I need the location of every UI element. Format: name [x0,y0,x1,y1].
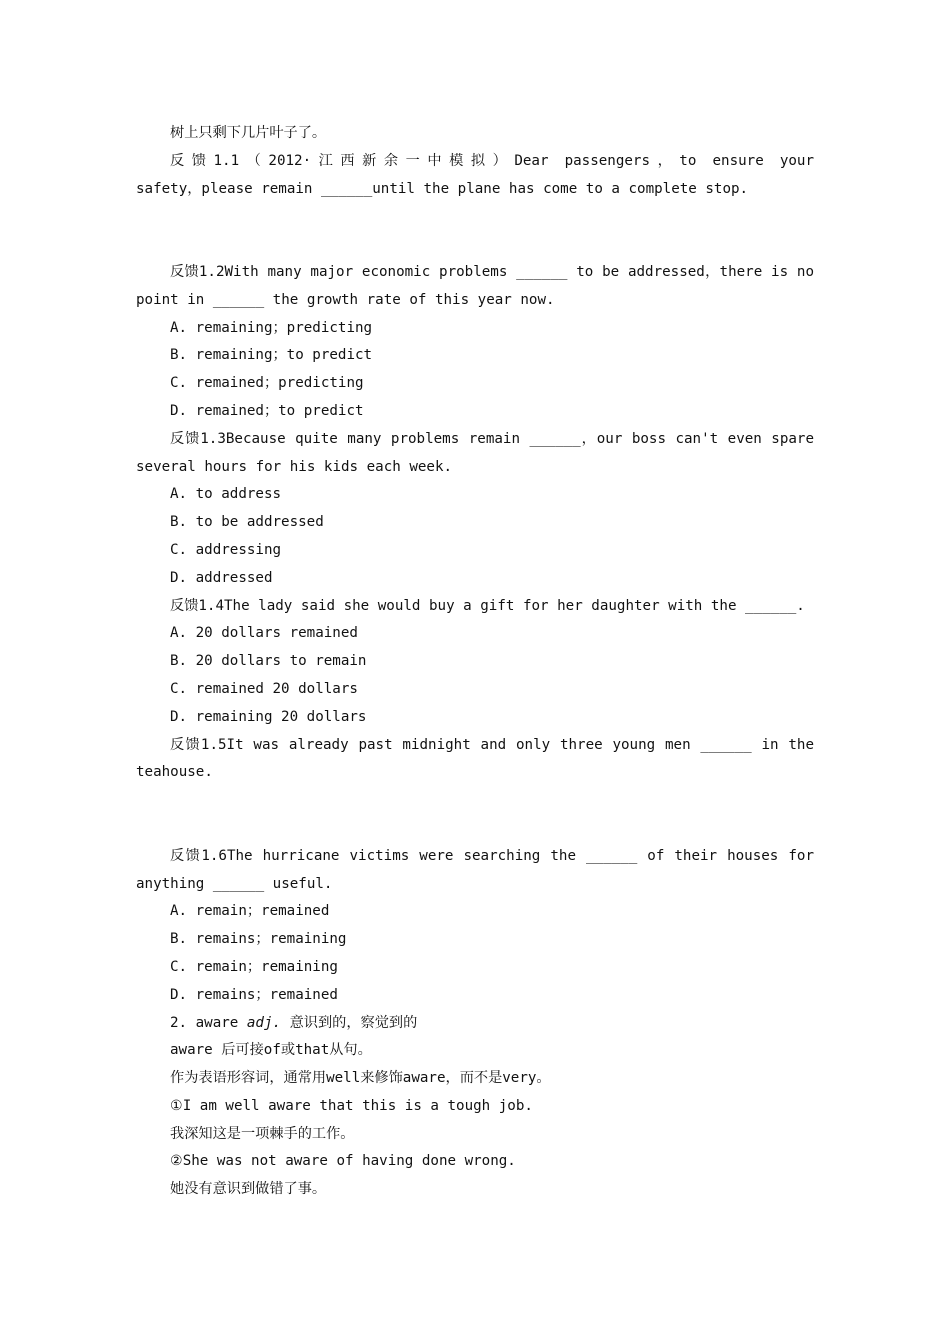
option-d: D. remaining 20 dollars [170,708,367,725]
option-a: A. to address [170,486,282,503]
example-2-chinese: 她没有意识到做错了事。 [170,1181,327,1198]
option-b: B. remains；remaining [170,931,347,948]
option-d: D. remained；to predict [170,402,364,419]
question-1-6-stem-line2: anything ______ useful. [136,875,333,892]
usage-note-1: aware 后可接of或that从句。 [170,1042,372,1059]
option-d: D. addressed [170,569,273,586]
option-c: C. addressing [170,541,282,558]
option-a: A. remain；remained [170,903,330,920]
option-c: C. remained 20 dollars [170,680,358,697]
question-1-1-options-row2 [136,231,814,259]
question-1-5-stem-line2: teahouse. [136,764,213,781]
question-1-5-stem-line1: 反馈1.5It was already past midnight and only three young men ______ in the [170,736,814,753]
option-b: B. 20 dollars to remain [170,653,367,670]
option-d: D. remains；remained [170,986,338,1003]
usage-note-2: 作为表语形容词，通常用well来修饰aware，而不是very。 [170,1070,551,1087]
option-b: B. to be addressed [170,514,324,531]
intro-line: 树上只剩下几片叶子了。 [170,125,327,141]
question-1-1-stem-line2: safety，please remain ______until the plane has come to a complete stop. [136,180,749,197]
heading-meaning: 意识到的，察觉到的 [281,1014,418,1031]
option-b: B. remaining；to predict [170,347,373,364]
option-c: C. remain；remaining [170,958,338,975]
heading-word: 2. aware [170,1014,247,1031]
option-c: C. remained；predicting [170,375,364,392]
option-a: A. 20 dollars remained [170,625,358,642]
question-1-6-stem-line1: 反馈1.6The hurricane victims were searching the ______ of their houses for [170,847,814,864]
question-1-1-options-row1 [136,203,814,231]
question-1-5-options-row2 [136,815,814,843]
question-1-3-stem-line1: 反馈1.3Because quite many problems remain ______，our boss can't even spare [170,430,814,447]
question-1-1-stem-line1: 反馈1.1（2012·江西新余一中模拟）Dear passengers，to ensure your [170,152,814,169]
page-content [136,120,814,1204]
option-a: A. remaining；predicting [170,319,373,336]
question-1-5-options-row1 [136,787,814,815]
section-2-heading [136,1010,814,1038]
question-1-4-stem-line1: 反馈1.4The lady said she would buy a gift for her daughter with the ______. [170,597,805,614]
part-of-speech: adj. [246,1014,282,1031]
example-2-english: ②She was not aware of having done wrong. [170,1153,516,1170]
question-1-2-stem-line1: 反馈1.2With many major economic problems ______ to be addressed，there is no [170,263,814,280]
question-1-3-stem-line2: several hours for his kids each week. [136,458,453,475]
example-1-chinese: 我深知这是一项棘手的工作。 [170,1125,355,1142]
question-1-2-stem-line2: point in ______ the growth rate of this year now. [136,291,555,308]
example-1-english: ①I am well aware that this is a tough job. [170,1097,533,1114]
